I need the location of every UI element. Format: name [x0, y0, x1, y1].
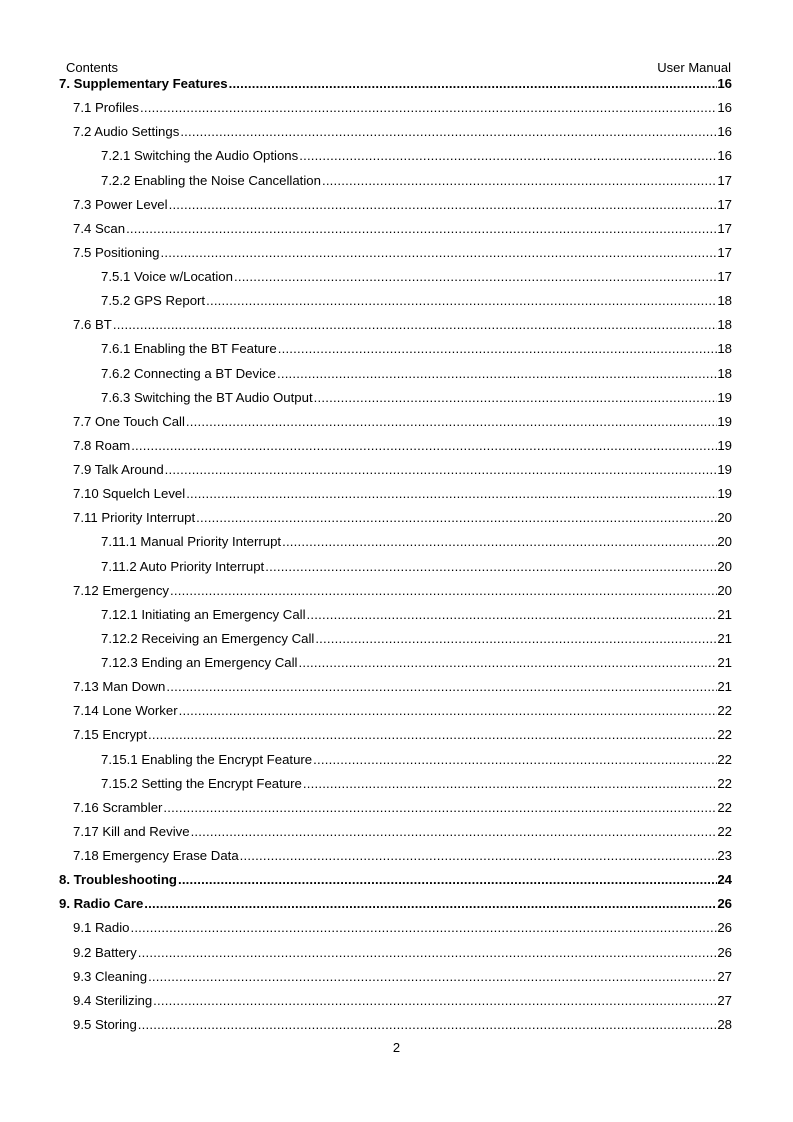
toc-entry-page: 18	[717, 293, 732, 309]
dot-leader	[163, 799, 717, 817]
dot-leader	[307, 606, 718, 624]
dot-leader	[191, 823, 718, 841]
toc-entry[interactable]	[73, 196, 732, 220]
toc-entry-page: 21	[717, 606, 732, 622]
toc-entry-page: 19	[717, 437, 732, 453]
toc-entry[interactable]	[73, 509, 732, 533]
toc-entry-page: 26	[717, 944, 732, 960]
dot-leader	[313, 751, 717, 769]
toc-entry-page: 17	[717, 220, 732, 236]
toc-entry-title: 9. Radio Care	[59, 896, 144, 912]
dot-leader	[140, 99, 717, 117]
toc-entry[interactable]	[59, 871, 732, 895]
toc-entry-title: 7.12.2 Receiving an Emergency Call	[101, 630, 315, 646]
dot-leader	[277, 365, 717, 383]
toc-entry-page: 24	[717, 872, 732, 888]
toc-entry-title: 7.2.2 Enabling the Noise Cancellation	[101, 172, 321, 188]
dot-leader	[126, 220, 717, 238]
dot-leader	[240, 847, 718, 865]
toc-entry-page: 16	[717, 124, 732, 140]
toc-entry[interactable]	[101, 389, 732, 413]
toc-entry-title: 7.2.1 Switching the Audio Options	[101, 148, 299, 164]
toc-entry[interactable]	[101, 654, 732, 678]
toc-entry-title: 7.5.2 GPS Report	[101, 293, 206, 309]
toc-entry-page: 19	[717, 389, 732, 405]
toc-entry-title: 7.4 Scan	[73, 220, 126, 236]
dot-leader	[170, 582, 717, 600]
toc-entry[interactable]	[101, 147, 732, 171]
toc-entry-title: 7.11.1 Manual Priority Interrupt	[101, 534, 282, 550]
toc-entry-title: 7.18 Emergency Erase Data	[73, 848, 239, 863]
dot-leader	[186, 413, 717, 431]
toc-entry[interactable]	[73, 123, 732, 147]
dot-leader	[131, 437, 717, 455]
dot-leader	[179, 702, 718, 720]
toc-entry[interactable]	[73, 1016, 732, 1040]
toc-entry[interactable]	[73, 413, 732, 437]
toc-entry-page: 21	[717, 630, 732, 646]
dot-leader	[186, 485, 717, 503]
toc-entry-title: 7.15.2 Setting the Encrypt Feature	[101, 775, 302, 791]
toc-entry-page: 22	[717, 727, 732, 743]
toc-entry[interactable]	[101, 558, 732, 582]
toc-entry-page: 21	[717, 655, 732, 670]
toc-entry-page: 18	[717, 317, 732, 333]
dot-leader	[138, 1016, 718, 1034]
toc-entry[interactable]	[73, 702, 732, 726]
toc-entry-page: 20	[717, 558, 732, 574]
toc-entry-title: 7.2 Audio Settings	[73, 124, 180, 140]
toc-entry-title: 9.2 Battery	[73, 944, 137, 960]
toc-entry-title: 7.12.1 Initiating an Emergency Call	[101, 606, 306, 622]
toc-entry-page: 27	[717, 992, 732, 1008]
toc-entry-title: 7.17 Kill and Revive	[73, 823, 190, 839]
dot-leader	[169, 196, 718, 214]
toc-entry[interactable]	[101, 365, 732, 389]
dot-leader	[315, 630, 717, 648]
toc-entry-title: 7.9 Talk Around	[73, 462, 164, 477]
toc-entry[interactable]	[73, 485, 732, 509]
toc-entry-page: 17	[717, 244, 732, 260]
toc-entry-page: 21	[717, 679, 732, 695]
toc-entry-title: 7.12 Emergency	[73, 582, 170, 598]
toc-entry[interactable]	[101, 340, 732, 364]
dot-leader	[196, 509, 717, 527]
toc-entry-page: 22	[717, 775, 732, 791]
toc-entry[interactable]	[73, 847, 732, 871]
toc-entry-title: 7.6.2 Connecting a BT Device	[101, 365, 276, 381]
toc-entry-page: 16	[717, 76, 732, 91]
toc-entry-page: 18	[717, 365, 732, 381]
toc-entry-page: 20	[717, 510, 732, 526]
dot-leader	[148, 968, 717, 986]
toc-entry-title: 9.4 Sterilizing	[73, 992, 153, 1008]
toc-entry-title: 7.5.1 Voice w/Location	[101, 269, 233, 284]
toc-entry-title: 7.6 BT	[73, 317, 112, 333]
toc-entry[interactable]	[73, 316, 732, 340]
toc-entry[interactable]	[101, 606, 732, 630]
toc-entry-page: 26	[717, 920, 732, 936]
toc-entry-title: 7.11.2 Auto Priority Interrupt	[101, 558, 265, 574]
toc-entry[interactable]	[101, 751, 732, 775]
toc-entry-page: 20	[717, 534, 732, 550]
toc-entry-title: 9.5 Storing	[73, 1016, 137, 1032]
toc-entry-page: 22	[717, 751, 732, 767]
dot-leader	[206, 292, 717, 310]
dot-leader	[282, 533, 717, 551]
toc-entry[interactable]	[73, 968, 732, 992]
toc-entry-title: 7.1 Profiles	[73, 100, 139, 116]
dot-leader	[298, 654, 717, 672]
dot-leader	[265, 558, 717, 576]
toc-entry[interactable]	[101, 630, 732, 654]
toc-entry-title: 7.6.3 Switching the BT Audio Output	[101, 389, 313, 405]
toc-entry-page: 19	[717, 462, 732, 477]
dot-leader	[278, 340, 718, 358]
dot-leader	[153, 992, 717, 1010]
toc-entry-title: 7.15.1 Enabling the Encrypt Feature	[101, 751, 313, 767]
toc-entry-page: 17	[717, 172, 732, 188]
toc-entry[interactable]	[73, 919, 732, 943]
toc-entry-title: 7.10 Squelch Level	[73, 486, 186, 502]
toc-entry-page: 18	[717, 341, 732, 357]
toc-entry-page: 27	[717, 968, 732, 984]
toc-entry-title: 7.15 Encrypt	[73, 727, 148, 743]
dot-leader	[148, 726, 717, 744]
toc-entry[interactable]	[59, 75, 732, 99]
toc-entry-title: 7. Supplementary Features	[59, 76, 228, 91]
toc-entry[interactable]	[73, 992, 732, 1016]
dot-leader	[299, 147, 717, 165]
toc-entry[interactable]	[73, 99, 732, 123]
toc-entry[interactable]	[101, 775, 732, 799]
dot-leader	[178, 871, 717, 889]
toc-entry-title: 8. Troubleshooting	[59, 872, 177, 888]
toc-entry-page: 16	[717, 100, 732, 116]
dot-leader	[165, 461, 718, 479]
toc-entry-page: 22	[717, 799, 732, 815]
toc-entry-page: 22	[717, 703, 732, 719]
toc-entry[interactable]	[101, 268, 732, 292]
toc-entry-title: 7.7 One Touch Call	[73, 413, 185, 429]
toc-entry-page: 28	[717, 1016, 732, 1032]
toc-entry-page: 17	[717, 269, 732, 284]
toc-entry-title: 7.5 Positioning	[73, 244, 160, 260]
toc-entry[interactable]	[73, 244, 732, 268]
dot-leader	[322, 172, 717, 190]
toc-entry[interactable]	[73, 823, 732, 847]
dot-leader	[229, 75, 718, 93]
toc-entry-page: 26	[717, 896, 732, 912]
toc-entry-page: 19	[717, 413, 732, 429]
toc-entry-title: 7.6.1 Enabling the BT Feature	[101, 341, 277, 357]
dot-leader	[113, 316, 717, 334]
toc-entry-page: 22	[717, 823, 732, 839]
toc-entry[interactable]	[73, 437, 732, 461]
toc-entry[interactable]	[73, 944, 732, 968]
dot-leader	[180, 123, 717, 141]
toc-entry[interactable]	[73, 799, 732, 823]
toc-entry-title: 7.8 Roam	[73, 437, 131, 453]
toc-entry-title: 9.3 Cleaning	[73, 968, 148, 984]
header-section-label: Contents	[66, 60, 119, 75]
header-document-title: User Manual	[657, 60, 731, 75]
toc-entry[interactable]	[101, 172, 732, 196]
toc-entry-title: 7.12.3 Ending an Emergency Call	[101, 655, 298, 670]
dot-leader	[234, 268, 717, 286]
toc-entry-page: 19	[717, 486, 732, 502]
dot-leader	[144, 895, 717, 913]
dot-leader	[161, 244, 718, 262]
page-number: 2	[392, 1040, 401, 1055]
toc-entry[interactable]	[73, 582, 732, 606]
dot-leader	[303, 775, 717, 793]
toc-entry-page: 16	[717, 148, 732, 164]
dot-leader	[314, 389, 718, 407]
toc-entry[interactable]	[101, 533, 732, 557]
toc-entry-title: 7.16 Scrambler	[73, 799, 163, 815]
toc-entry[interactable]	[101, 292, 732, 316]
toc-entry-page: 20	[717, 582, 732, 598]
dot-leader	[130, 919, 717, 937]
toc-entry-title: 9.1 Radio	[73, 920, 130, 936]
toc-entry-title: 7.14 Lone Worker	[73, 703, 178, 719]
toc-entry-title: 7.11 Priority Interrupt	[73, 510, 196, 526]
toc-entry-page: 23	[717, 848, 732, 863]
toc-entry[interactable]	[73, 726, 732, 750]
dot-leader	[138, 944, 718, 962]
toc-entry[interactable]	[73, 678, 732, 702]
toc-entry-title: 7.3 Power Level	[73, 196, 168, 212]
toc-entry[interactable]	[73, 220, 732, 244]
toc-entry[interactable]	[73, 461, 732, 485]
toc-entry[interactable]	[59, 895, 732, 919]
page-header	[66, 60, 731, 76]
toc-entry-page: 17	[717, 196, 732, 212]
dot-leader	[166, 678, 717, 696]
toc-entry-title: 7.13 Man Down	[73, 679, 166, 695]
table-of-contents	[0, 75, 793, 1040]
